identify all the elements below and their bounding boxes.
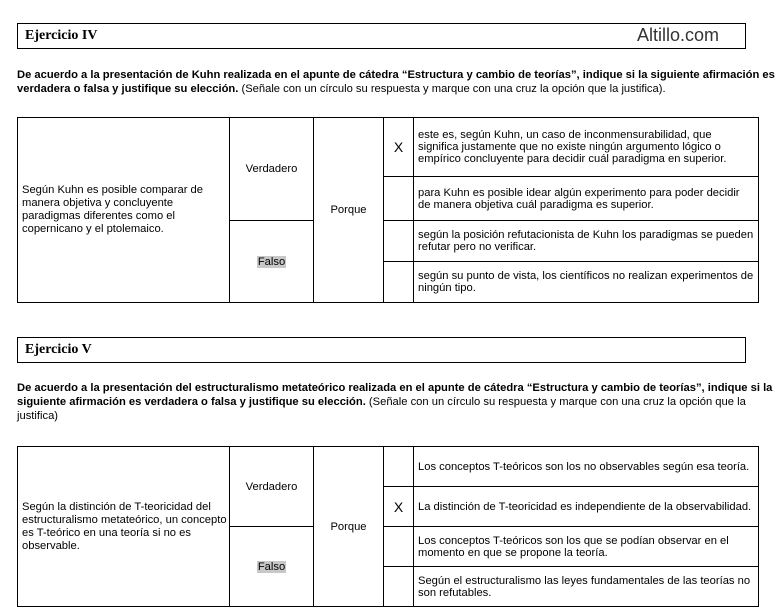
exercise-4-mark-3[interactable] (384, 221, 414, 262)
exercise-5-table (17, 446, 759, 607)
exercise-4-title: Ejercicio IV (25, 28, 98, 43)
exercise-4-mark-2[interactable] (384, 177, 414, 221)
exercise-5-option-4: Según el estructuralismo las leyes fundamentales de las teorías no son refutables. (414, 567, 759, 607)
exercise-4-mark-1[interactable]: X (384, 118, 414, 177)
exercise-5-falso[interactable] (230, 527, 314, 607)
exercise-5-title: Ejercicio V (25, 342, 92, 357)
verdadero-label: Verdadero (245, 480, 298, 493)
exercise-5-mark-3[interactable] (384, 527, 414, 567)
exercise-5-mark-2[interactable]: X (384, 487, 414, 527)
exercise-5-option-2: La distinción de T-teoricidad es independiente de la observabilidad. (414, 487, 759, 527)
exercise-4-instructions (17, 68, 777, 96)
falso-label: Falso (257, 560, 286, 573)
exercise-5-statement: Según la distinción de T-teoricidad del estructuralismo metateórico, un concepto es T-teórico en una teoría si no es observable. (18, 447, 230, 607)
exercise-4-option-1: este es, según Kuhn, un caso de inconmensurabilidad, que significa justamente que no existe ningún argumento lógico o empírico concluyente para decidir cuál paradigma en superior. (414, 118, 759, 177)
exercise-5-option-3: Los conceptos T-teóricos son los que se podían observar en el momento en que se propone la teoría. (414, 527, 759, 567)
exercise-4-instructions-note: (Señale con un círculo su respuesta y marque con una cruz la opción que la justifica). (238, 83, 666, 95)
exercise-4-statement: Según Kuhn es posible comparar de manera objetiva y concluyente paradigmas diferentes como el copernicano y el ptolemaico. (18, 118, 230, 303)
exercise-4-mark-4[interactable] (384, 262, 414, 303)
falso-label: Falso (257, 255, 286, 268)
watermark: Altillo.com (636, 25, 719, 45)
exercise-4-option-2: para Kuhn es posible idear algún experimento para poder decidir de manera objetiva cuál paradigma es superior. (414, 177, 759, 221)
exercise-5-mark-1[interactable] (384, 447, 414, 487)
exercise-5-instructions-note: (Señale con un círculo su respuesta y marque con una cruz la opción que la justifica) (17, 396, 746, 422)
exercise-5-instructions-bold: De acuerdo a la presentación del estructuralismo metateórico realizada en el apunte de cátedra “Estructura y cambio de teorías”, indique si la siguiente afirmación es verdadera o falsa y justifique su elección. (17, 382, 773, 408)
exercise-4-table (17, 117, 759, 303)
exercise-5-mark-4[interactable] (384, 567, 414, 607)
exercise-4-header (17, 23, 746, 49)
exercise-4-option-4: según su punto de vista, los científicos no realizan experimentos de ningún tipo. (414, 262, 759, 303)
exercise-4-porque: Porque (314, 118, 384, 303)
exercise-5-verdadero[interactable] (230, 447, 314, 527)
exercise-4-falso[interactable] (230, 221, 314, 303)
verdadero-label: Verdadero (245, 163, 298, 175)
exercise-4-option-3: según la posición refutacionista de Kuhn los paradigmas se pueden refutar pero no verificar. (414, 221, 759, 262)
exercise-5-instructions (17, 381, 777, 423)
exercise-5-option-1: Los conceptos T-teóricos son los no observables según esa teoría. (414, 447, 759, 487)
exercise-4-verdadero[interactable] (230, 118, 314, 221)
exercise-4-instructions-bold: De acuerdo a la presentación de Kuhn realizada en el apunte de cátedra “Estructura y cambio de teorías”, indique si la siguiente afirmación es verdadera o falsa y justifique su elección. (17, 69, 775, 95)
exercise-5-header (17, 337, 746, 363)
exercise-5-porque: Porque (314, 447, 384, 607)
